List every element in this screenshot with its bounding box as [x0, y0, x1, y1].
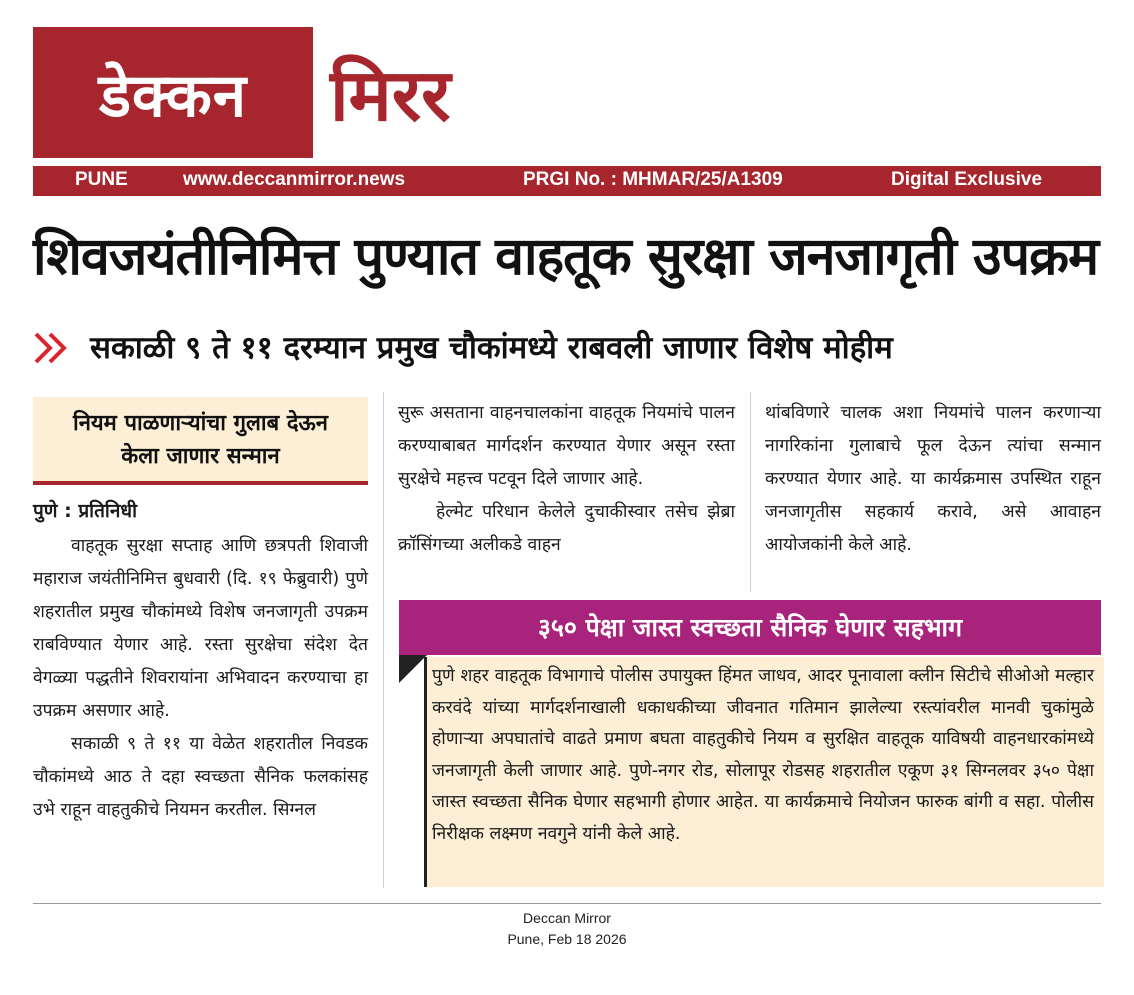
footer-divider — [33, 903, 1101, 904]
logo-block — [33, 27, 313, 158]
article-paragraph: हेल्मेट परिधान केलेले दुचाकीस्वार तसेच झेब्रा क्रॉसिंगच्या अलीकडे वाहन — [398, 502, 735, 555]
article-paragraph: सुरू असताना वाहनचालकांना वाहतूक नियमांचे पालन करण्याबाबत मार्गदर्शन करण्यात येणार असून रस्ता सुरक्षेचे महत्त्व पटवून दिले जाणार आहे. — [398, 403, 735, 489]
article-paragraph: वाहतूक सुरक्षा सप्ताह आणि छत्रपती शिवाजी महाराज जयंतीनिमित्त बुधवारी (दि. १९ फेब्रुवारी) पुणे शहरातील प्रमुख चौकांमध्ये विशेष जनजागृती उपक्रम राबविण्यात येणार आहे. रस्ता सुरक्षेचा संदेश देत वेगळ्या पद्धतीने शिवरायांना अभिवादन करण्याचा हा उपक्रम असणार आहे. — [33, 536, 368, 721]
article-column-3 — [765, 397, 1101, 562]
article-paragraph: थांबविणारे चालक अशा नियमांचे पालन करणाऱ्या नागरिकांना गुलाबाचे फूल देऊन त्यांचा सन्मान करण्यात येणार आहे. या कार्यक्रमास उपस्थित राहून जनजागृतीस सहकार्य करावे, असे आवाहन आयोजकांनी केले आहे. — [765, 403, 1101, 555]
sub-story-text: पुणे शहर वाहतूक विभागाचे पोलीस उपायुक्त हिंमत जाधव, आदर पूनावाला क्लीन सिटीचे सीओओ मल्हार करवंदे यांच्या मार्गदर्शनाखाली धकाधकीच्या जीवनात गतिमान झालेल्या रस्त्यांवरील मानवी चुकांमुळे होणाऱ्या अपघातांचे वाढते प्रमाण बघता वाहतुकीचे नियम व सुरक्षित वाहतूक याविषयी वाहनधारकांमध्ये जनजागृती केली जाणार आहे. पुणे-नगर रोड, सोलापूर रोडसह शहरातील एकूण ३१ सिग्नलवर ३५० पेक्षा जास्त स्वच्छता सैनिक घेणार सहभागी होणार आहेत. या कार्यक्रमाचे नियोजन फारुक बांगी व सहा. पोलीस निरीक्षक लक्ष्मण नवगुने यांनी केले आहे. — [432, 666, 1094, 844]
column-divider — [383, 392, 384, 888]
footer-dateline: Pune, Feb 18 2026 — [507, 931, 627, 947]
article-column-2 — [398, 397, 735, 562]
edition-label: Digital Exclusive — [891, 169, 1043, 190]
website-link[interactable]: www.deccanmirror.news — [183, 169, 406, 190]
main-headline: शिवजयंतीनिमित्त पुण्यात वाहतूक सुरक्षा जनजागृती उपक्रम — [33, 227, 1099, 287]
sub-story-heading: ३५० पेक्षा जास्त स्वच्छता सैनिक घेणार सहभाग — [399, 600, 1101, 655]
byline: पुणे : प्रतिनिधी — [33, 500, 137, 522]
article-paragraph: सकाळी ९ ते ११ या वेळेत शहरातील निवडक चौकांमध्ये आठ ते दहा स्वच्छता सैनिक फलकांसह उभे राहून वाहतुकीचे नियमन करतील. सिग्नल — [33, 734, 368, 820]
double-chevron-right-icon — [32, 328, 72, 368]
article-column-1 — [33, 530, 368, 827]
sub-headline: सकाळी ९ ते ११ दरम्यान प्रमुख चौकांमध्ये राबवली जाणार विशेष मोहीम — [90, 330, 893, 366]
logo-text-deccan: डेक्कन — [98, 60, 248, 131]
prgi-number: PRGI No. : MHMAR/25/A1309 — [523, 169, 783, 190]
column-divider — [750, 392, 751, 592]
side-box-heading — [33, 397, 368, 485]
side-box-title-line2: केला जाणार सन्मान — [121, 444, 280, 469]
side-box-title-line1: नियम पाळणाऱ्यांचा गुलाब देऊन — [73, 411, 328, 436]
logo-mirror — [330, 27, 451, 158]
city-label: PUNE — [75, 169, 128, 190]
logo-text-mirror: मिरर — [330, 52, 451, 137]
footer — [0, 908, 1134, 950]
footer-publication: Deccan Mirror — [523, 910, 611, 926]
corner-decoration — [399, 655, 427, 683]
info-bar — [33, 166, 1101, 196]
